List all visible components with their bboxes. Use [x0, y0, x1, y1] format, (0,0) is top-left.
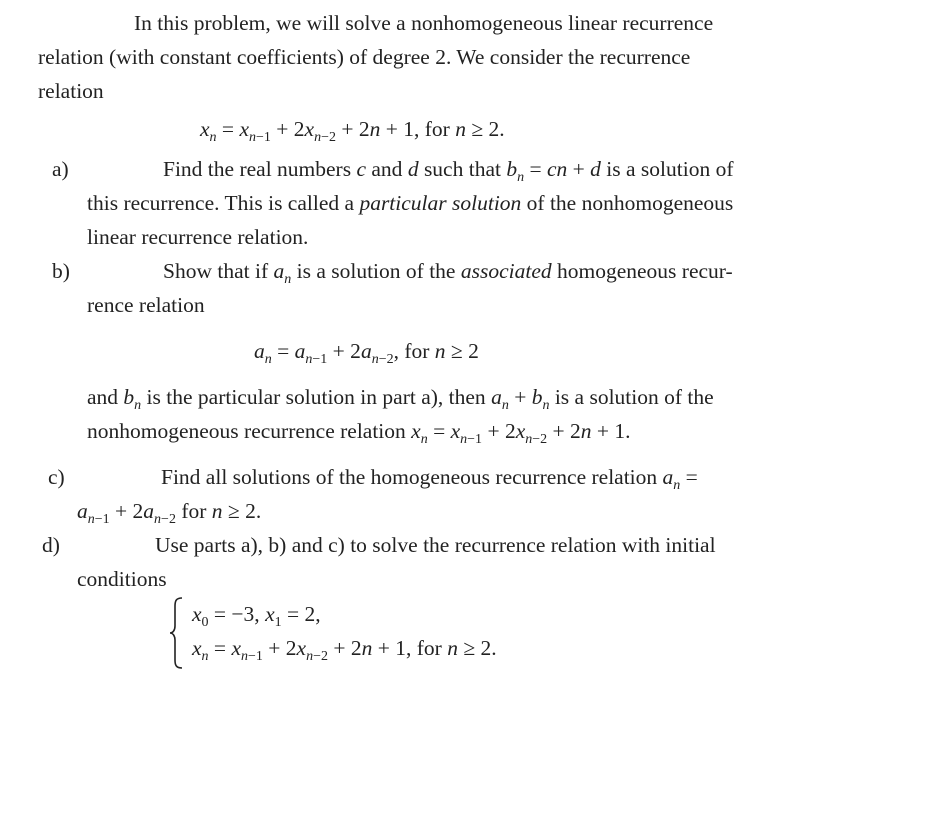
part-b-and: and: [87, 385, 119, 409]
part-b-line4-text: nonhomogeneous recurrence relation: [87, 419, 406, 443]
part-c-line-2: $a_{n-1} + 2a_{n-2}$ for n ≥ 2.: [77, 499, 262, 527]
part-b-equation: $a_n = a_{n-1} + 2a_{n-2}$, for n ≥ 2: [254, 339, 479, 367]
part-b-associated: associated: [460, 259, 552, 283]
part-d-system-equation: $x_n = x_{n-1} + 2x_{n-2} + 2n + 1$, for n ≥ 2.: [192, 636, 497, 664]
part-b-show-that-if: Show that if: [163, 259, 269, 283]
part-b-label: b): [52, 259, 70, 283]
part-b-is-solution-of-the: is a solution of the: [296, 259, 456, 283]
part-b-is-particular: is the particular solution in part a), then: [146, 385, 486, 409]
part-c-for: for: [181, 499, 207, 523]
intro-line-1: In this problem, we will solve a nonhomogeneous linear recurrence: [134, 11, 714, 35]
part-a-and: and: [371, 157, 403, 181]
part-d-label: d): [42, 533, 60, 557]
part-a-text1: Find the real numbers: [163, 157, 352, 181]
part-c-line-1: Find all solutions of the homogeneous recurrence relation $a_n$ =: [161, 465, 698, 493]
part-b-homogeneous: homogeneous recur-: [557, 259, 733, 283]
part-b-line-3: and $b_n$ is the particular solution in part a), then $a_n + b_n$ is a solution of the: [87, 385, 714, 413]
part-d-line-2: conditions: [77, 567, 167, 591]
main-equation: $x_n = x_{n-1} + 2x_{n-2} + 2n + 1$, for n ≥ 2.: [200, 117, 505, 145]
part-b-line-2: rence relation: [87, 293, 205, 317]
intro-line-3: relation: [38, 79, 104, 103]
part-c-text1: Find all solutions of the homogeneous recurrence relation: [161, 465, 658, 489]
part-a-such-that: such that: [423, 157, 501, 181]
part-b-is-solution-of-the-2: is a solution of the: [554, 385, 714, 409]
part-a-line-2: [87, 189, 733, 217]
part-b-line-1: Show that if $a_n$ is a solution of the associated homogeneous recur-: [163, 259, 733, 287]
part-a-is-solution: is a solution of: [606, 157, 734, 181]
intro-line-2: relation (with constant coefficients) of degree 2. We consider the recurrence: [38, 45, 691, 69]
part-b-eq-for: , for: [393, 339, 430, 363]
part-a-line2-pre: this recurrence. This is called a: [87, 191, 355, 215]
part-a-line-3: linear recurrence relation.: [87, 225, 309, 249]
part-b-line-4: nonhomogeneous recurrence relation $x_n = x_{n-1} + 2x_{n-2} + 2n + 1$.: [87, 419, 631, 447]
part-d-for: , for: [406, 636, 442, 660]
left-brace-icon: [168, 596, 184, 670]
part-d-initial-conditions: $x_0 = -3$, $x_1 = 2$,: [192, 602, 321, 630]
part-c-label: c): [48, 465, 65, 489]
part-a-line-1: Find the real numbers c and d such that $b_n$ = cn + d is a solution of: [163, 157, 734, 185]
main-equation-tail: , for: [414, 117, 450, 141]
part-d-line-1: Use parts a), b) and c) to solve the recurrence relation with initial: [155, 533, 716, 557]
part-a-particular: particular solution: [359, 191, 522, 215]
part-a-label: a): [52, 157, 69, 181]
part-a-line2-post: of the nonhomogeneous: [526, 191, 734, 215]
